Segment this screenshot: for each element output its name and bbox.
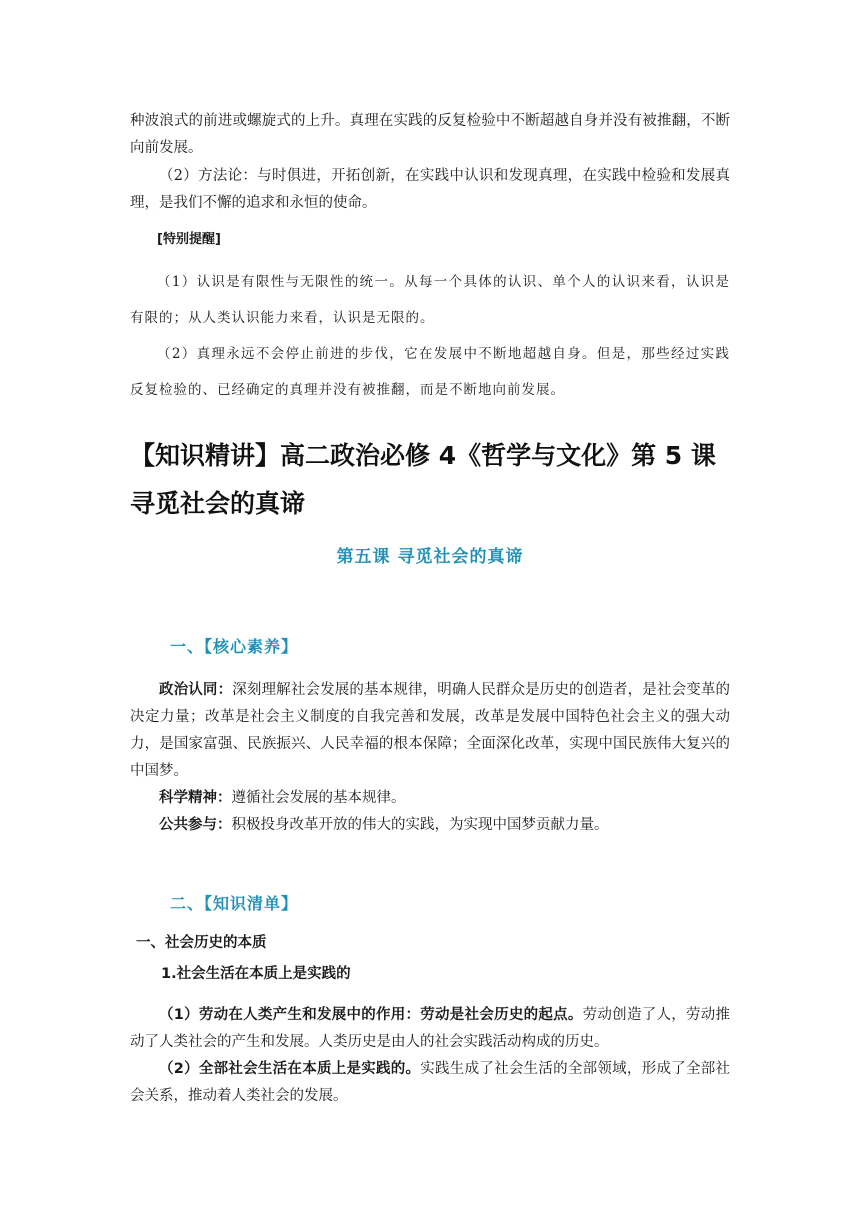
political-identity-text: 深刻理解社会发展的基本规律，明确人民群众是历史的创造者，是社会变革的决定力量；改革是社会主义制度的自我完善和发展，改革是发展中国特色社会主义的强大动力，是国家富强、民族振兴、人民幸福的根本保障；全面深化改革，实现中国民族伟大复兴的中国梦。: [130, 682, 731, 779]
labor-paragraph-text: 劳动创造了人，劳动推动了人类社会的产生和发展。人类历史是由人的社会实践活动构成的历史。: [130, 1007, 731, 1050]
reminder-item-1: （1）认识是有限性与无限性的统一。从每一个具体的认识、单个人的认识来看，认识是有限的；从人类认识能力来看，认识是无限的。: [130, 274, 730, 326]
subheading-social-history: 一、社会历史的本质: [136, 935, 267, 951]
political-identity-label: 政治认同：: [159, 682, 233, 698]
section-heading-core-literacy: 一、【核心素养】: [170, 637, 299, 656]
methodology-paragraph: （2）方法论：与时俱进，开拓创新，在实践中认识和发现真理，在实践中检验和发展真理，是我们不懈的追求和永恒的使命。: [130, 168, 730, 211]
scientific-spirit-label: 科学精神：: [159, 790, 232, 806]
practice-paragraph: [130, 1056, 730, 1110]
public-participation-text: 积极投身改革开放的伟大的实践，为实现中国梦贡献力量。: [231, 817, 609, 833]
political-identity-paragraph: [130, 677, 730, 785]
labor-paragraph-bold: （1）劳动在人类产生和发展中的作用：劳动是社会历史的起点。: [159, 1007, 583, 1023]
document-title: 【知识精讲】高二政治必修 4《哲学与文化》第 5 课 寻觅社会的真谛: [130, 441, 716, 518]
practice-paragraph-bold: （2）全部社会生活在本质上是实践的。: [159, 1061, 421, 1077]
labor-paragraph: [130, 1002, 730, 1056]
scientific-spirit-paragraph: [130, 785, 730, 812]
public-participation-label: 公共参与：: [159, 817, 232, 833]
lesson-title: 第五课 寻觅社会的真谛: [336, 547, 524, 567]
scientific-spirit-text: 遵循社会发展的基本规律。: [231, 790, 406, 806]
subheading-social-life-practice: 1.社会生活在本质上是实践的: [161, 966, 351, 982]
public-participation-paragraph: [130, 812, 730, 839]
section-heading-knowledge-list: 二、【知识清单】: [170, 894, 299, 913]
special-reminder-title: [特别提醒]: [157, 232, 221, 247]
practice-paragraph-text: 实践生成了社会生活的全部领域，形成了全部社会关系，推动着人类社会的发展。: [130, 1061, 730, 1104]
continued-paragraph: 种波浪式的前进或螺旋式的上升。真理在实践的反复检验中不断超越自身并没有被推翻，不断向前发展。: [130, 113, 730, 156]
reminder-item-2: （2）真理永远不会停止前进的步伐，它在发展中不断地超越自身。但是，那些经过实践反复检验的、已经确定的真理并没有被推翻，而是不断地向前发展。: [130, 346, 730, 398]
